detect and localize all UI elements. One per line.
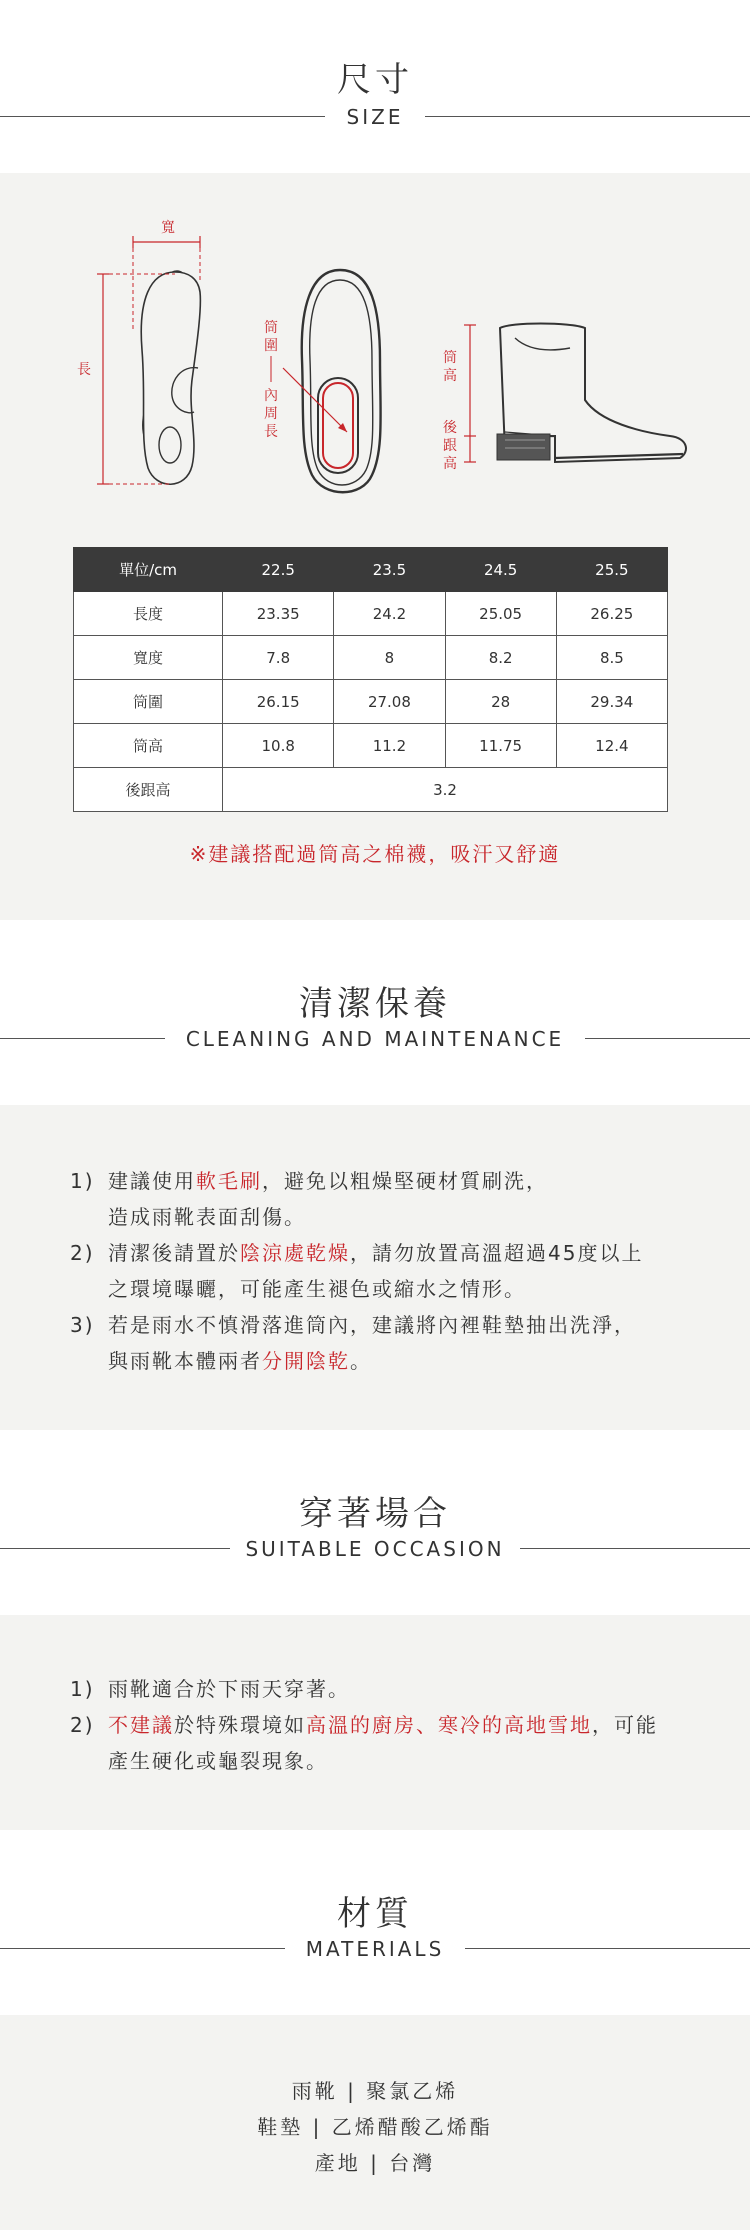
cell: 11.2 — [334, 724, 445, 768]
occasion-subtitle: SUITABLE OCCASION — [245, 1537, 505, 1561]
cell: 29.34 — [556, 680, 667, 724]
materials-band — [0, 2015, 750, 2230]
label-length: 長 — [77, 362, 91, 378]
cell: 7.8 — [223, 636, 334, 680]
header-size: 24.5 — [445, 548, 556, 592]
cell: 26.25 — [556, 592, 667, 636]
label-heel: 後跟高 — [443, 420, 457, 472]
cell: 28 — [445, 680, 556, 724]
cell: 24.2 — [334, 592, 445, 636]
material-line: 產地 | 台灣 — [314, 2151, 436, 2175]
cell-heel: 3.2 — [223, 768, 668, 812]
table-row — [74, 768, 668, 812]
label-girth: 筒圍 — [264, 320, 278, 354]
header-size: 22.5 — [223, 548, 334, 592]
occasion-title: 穿著場合 — [299, 1494, 451, 1534]
table-row — [74, 680, 668, 724]
materials-list — [0, 2073, 750, 2181]
cell: 8.5 — [556, 636, 667, 680]
header-size: 25.5 — [556, 548, 667, 592]
cell: 8.2 — [445, 636, 556, 680]
size-table-header — [74, 548, 668, 592]
size-table — [73, 547, 668, 812]
size-diagram — [0, 200, 750, 500]
size-note: ※建議搭配過筒高之棉襪，吸汗又舒適 — [189, 842, 561, 866]
cleaning-title: 清潔保養 — [299, 984, 451, 1024]
cell: 8 — [334, 636, 445, 680]
occasion-header-band — [0, 1430, 750, 1615]
cleaning-subtitle: CLEANING AND MAINTENANCE — [185, 1027, 565, 1051]
materials-header-band — [0, 1830, 750, 2015]
cell: 26.15 — [223, 680, 334, 724]
row-label: 寬度 — [74, 636, 223, 680]
row-label: 長度 — [74, 592, 223, 636]
row-label: 後跟高 — [74, 768, 223, 812]
list-item: 1) 建議使用軟毛刷，避免以粗燥堅硬材質刷洗， 造成雨靴表面刮傷。 — [70, 1169, 548, 1229]
cell: 25.05 — [445, 592, 556, 636]
header-unit: 單位/cm — [74, 548, 223, 592]
label-shaft: 筒高 — [443, 350, 457, 384]
cell: 12.4 — [556, 724, 667, 768]
material-line: 鞋墊 | 乙烯醋酸乙烯酯 — [257, 2115, 493, 2139]
cleaning-header-band — [0, 920, 750, 1105]
size-subtitle: SIZE — [346, 105, 404, 129]
size-title: 尺寸 — [337, 60, 413, 100]
row-label: 筒高 — [74, 724, 223, 768]
size-header-band — [0, 0, 750, 173]
list-item: 1) 雨靴適合於下雨天穿著。 — [70, 1677, 350, 1701]
occasion-list — [70, 1671, 658, 1779]
row-label: 筒圍 — [74, 680, 223, 724]
materials-subtitle: MATERIALS — [305, 1937, 445, 1961]
size-subtitle-row — [0, 105, 750, 129]
cleaning-list — [70, 1163, 643, 1379]
cleaning-subtitle-row — [0, 1027, 750, 1051]
cleaning-band — [0, 1105, 750, 1430]
occasion-band — [0, 1615, 750, 1830]
label-inner: 內周長 — [264, 388, 278, 440]
cell: 10.8 — [223, 724, 334, 768]
cell: 27.08 — [334, 680, 445, 724]
list-item: 2) 清潔後請置於陰涼處乾燥，請勿放置高溫超過45度以上 之環境曝曬，可能產生褪色或縮水之情形。 — [70, 1241, 644, 1301]
cell: 11.75 — [445, 724, 556, 768]
table-row — [74, 724, 668, 768]
header-size: 23.5 — [334, 548, 445, 592]
materials-title: 材質 — [337, 1894, 413, 1934]
label-width: 寬 — [161, 220, 175, 236]
insole-outline — [141, 272, 200, 484]
list-item: 2) 不建議於特殊環境如高溫的廚房、寒冷的高地雪地，可能 產生硬化或龜裂現象。 — [70, 1713, 658, 1773]
materials-subtitle-row — [0, 1937, 750, 1961]
occasion-subtitle-row — [0, 1537, 750, 1561]
boot-top-outer — [302, 270, 381, 492]
cell: 23.35 — [223, 592, 334, 636]
list-item: 3) 若是雨水不慎滑落進筒內，建議將內裡鞋墊抽出洗淨， 與雨靴本體兩者分開陰乾。 — [70, 1313, 636, 1373]
table-row — [74, 636, 668, 680]
material-line: 雨靴 | 聚氯乙烯 — [291, 2079, 459, 2103]
table-row — [74, 592, 668, 636]
